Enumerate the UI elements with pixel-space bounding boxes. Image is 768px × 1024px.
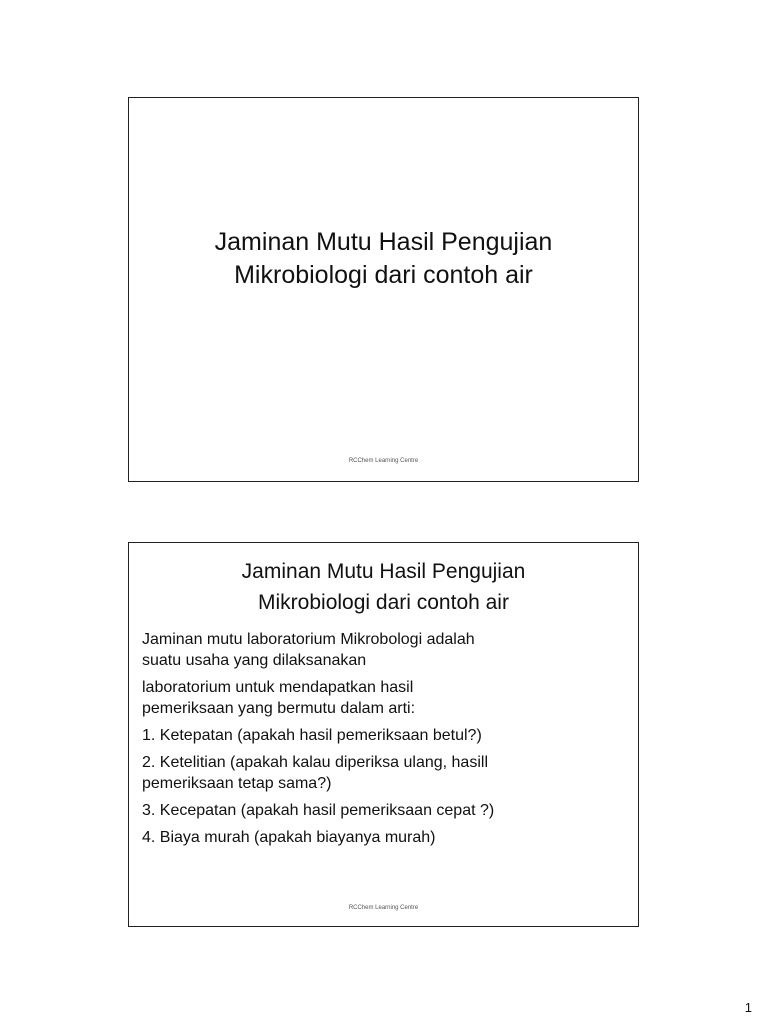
- list-item-ketelitian: [142, 752, 628, 794]
- slide-2-footer: RCChem Learning Centre: [348, 905, 419, 911]
- paragraph-line: suatu usaha yang dilaksanakan: [142, 652, 367, 669]
- list-item-biaya: [142, 827, 628, 848]
- slide-1-footer: RCChem Learning Centre: [348, 458, 419, 464]
- list-item-text: 3. Kecepatan (apakah hasil pemeriksaan cepat ?): [142, 802, 495, 819]
- list-item-ketepatan: [142, 725, 628, 746]
- list-item-text: 1. Ketepatan (apakah hasil pemeriksaan betul?): [142, 727, 482, 744]
- paragraph-line: laboratorium untuk mendapatkan hasil: [142, 679, 414, 696]
- list-item-text: 2. Ketelitian (apakah kalau diperiksa ulang, hasill: [142, 754, 488, 771]
- paragraph-purpose: [142, 677, 628, 719]
- paragraph-line: pemeriksaan yang bermutu dalam arti:: [142, 700, 416, 717]
- paragraph-definition: [142, 629, 628, 671]
- page-number: 1: [744, 1000, 752, 1015]
- slide-1-title: [129, 226, 638, 292]
- slide-1-title-line-2: Mikrobiologi dari contoh air: [234, 261, 533, 289]
- slide-1: [128, 97, 639, 482]
- slide-2-title: [129, 556, 638, 618]
- list-item-kecepatan: [142, 800, 628, 821]
- slide-1-title-line-1: Jaminan Mutu Hasil Pengujian: [214, 228, 553, 256]
- slide-2: [128, 542, 639, 927]
- list-item-text: pemeriksaan tetap sama?): [142, 775, 332, 792]
- list-item-text: 4. Biaya murah (apakah biayanya murah): [142, 829, 436, 846]
- paragraph-line: Jaminan mutu laboratorium Mikrobologi adalah: [142, 631, 475, 648]
- slide-2-title-line-2: Mikrobiologi dari contoh air: [258, 591, 509, 614]
- slide-2-title-line-1: Jaminan Mutu Hasil Pengujian: [241, 560, 526, 583]
- slide-2-body: [142, 629, 628, 854]
